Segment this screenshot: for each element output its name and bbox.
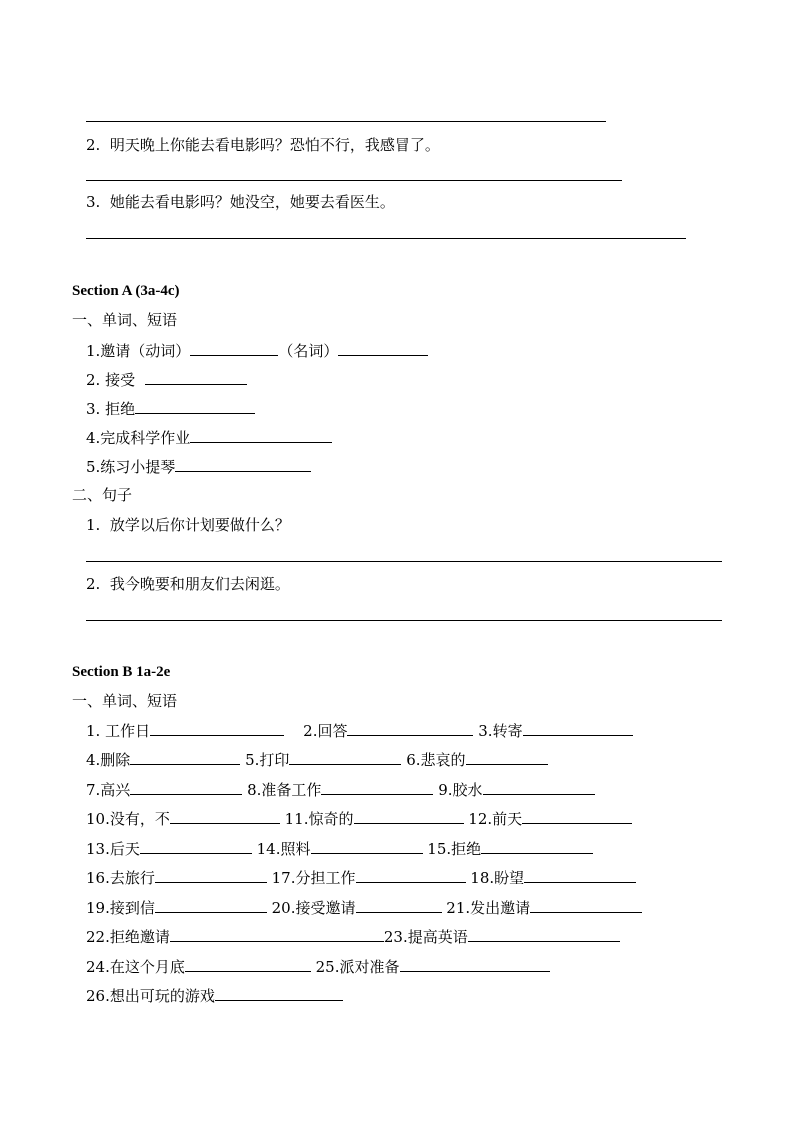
item-label: 1. 工作日 (86, 722, 151, 740)
section-b-row-2 (86, 750, 548, 769)
section-b-row-1 (86, 721, 633, 740)
item-label: 22.拒绝邀请 (86, 928, 170, 946)
section-a-sentence-2 (86, 575, 290, 593)
sentence-text: 放学以后你计划要做什么？ (109, 516, 290, 534)
section-b-part1-title: 一、单词、短语 (72, 692, 178, 710)
item-label: 23.提高英语 (383, 928, 468, 946)
section-b-row-8 (86, 927, 620, 946)
blank[interactable] (524, 868, 636, 883)
section-b-row-7 (86, 898, 642, 917)
item-label: 2.回答 (303, 722, 348, 740)
blank[interactable] (150, 721, 284, 736)
item-label: 1.邀请（动词） (86, 342, 191, 360)
sentence-number: 3. (86, 193, 101, 211)
blank[interactable] (155, 898, 267, 913)
blank[interactable] (321, 780, 433, 795)
blank[interactable] (155, 868, 267, 883)
item-label: 15.拒绝 (427, 840, 482, 858)
blank[interactable] (347, 721, 473, 736)
section-b-row-3 (86, 780, 595, 799)
item-label: 21.发出邀请 (446, 899, 531, 917)
blank[interactable] (481, 839, 593, 854)
section-a-item-3 (86, 399, 255, 418)
item-label: 24.在这个月底 (86, 958, 185, 976)
sentence-2 (86, 136, 440, 154)
item-label: 26.想出可玩的游戏 (86, 987, 215, 1005)
blank[interactable] (170, 809, 280, 824)
blank[interactable] (356, 898, 442, 913)
blank[interactable] (215, 986, 343, 1001)
item-label: 9.胶水 (438, 781, 483, 799)
answer-line (86, 121, 606, 122)
section-a-item-4 (86, 428, 332, 447)
blank[interactable] (311, 839, 423, 854)
item-label: 25.派对准备 (315, 958, 400, 976)
answer-line[interactable] (86, 180, 622, 181)
section-a-item-5 (86, 457, 311, 476)
blank[interactable] (338, 341, 428, 356)
item-label: 17.分担工作 (271, 869, 356, 887)
blank[interactable] (483, 780, 595, 795)
blank[interactable] (135, 399, 255, 414)
sentence-text: 她能去看电影吗？她没空，她要去看医生。 (109, 193, 395, 211)
section-a-part1-title: 一、单词、短语 (72, 311, 178, 329)
sentence-3 (86, 193, 395, 211)
item-label: 2. 接受 (86, 371, 136, 389)
item-label: 16.去旅行 (86, 869, 155, 887)
item-label: 10.没有，不 (86, 810, 170, 828)
section-b-row-10 (86, 986, 343, 1005)
item-label: 14.照料 (256, 840, 311, 858)
item-label: 18.盼望 (470, 869, 525, 887)
sentence-number: 2. (86, 136, 101, 154)
section-a-item-2 (86, 370, 247, 389)
blank[interactable] (170, 927, 384, 942)
sentence-text: 我今晚要和朋友们去闲逛。 (109, 575, 290, 593)
sentence-number: 2. (86, 575, 101, 593)
item-label: 5.打印 (245, 751, 290, 769)
item-label: 8.准备工作 (247, 781, 322, 799)
section-a-title: Section A (3a-4c) (72, 283, 180, 299)
blank[interactable] (468, 927, 620, 942)
section-a-part2-title: 二、句子 (72, 486, 133, 504)
blank[interactable] (522, 809, 632, 824)
item-label: 12.前天 (468, 810, 523, 828)
item-label: 19.接到信 (86, 899, 155, 917)
blank[interactable] (185, 957, 311, 972)
blank[interactable] (130, 750, 240, 765)
section-b-row-4 (86, 809, 632, 828)
section-b-row-9 (86, 957, 550, 976)
blank[interactable] (530, 898, 642, 913)
answer-line[interactable] (86, 620, 722, 621)
blank[interactable] (190, 428, 332, 443)
item-label: 13.后天 (86, 840, 140, 858)
section-a-sentence-1 (86, 516, 290, 534)
item-label: 3.转寄 (478, 722, 523, 740)
sentence-text: 明天晚上你能去看电影吗？恐怕不行，我感冒了。 (109, 136, 440, 154)
sentence-number: 1. (86, 516, 101, 534)
blank[interactable] (356, 868, 466, 883)
blank[interactable] (289, 750, 401, 765)
blank[interactable] (145, 370, 247, 385)
blank[interactable] (140, 839, 252, 854)
section-b-row-6 (86, 868, 636, 887)
item-label: 4.删除 (86, 751, 131, 769)
item-label: 11.惊奇的 (284, 810, 354, 828)
item-label: 4.完成科学作业 (86, 429, 191, 447)
item-label: 20.接受邀请 (271, 899, 356, 917)
blank[interactable] (354, 809, 464, 824)
blank[interactable] (190, 341, 278, 356)
blank[interactable] (466, 750, 548, 765)
section-b-row-5 (86, 839, 593, 858)
item-label: 6.悲哀的 (406, 751, 466, 769)
blank[interactable] (175, 457, 311, 472)
section-b-title: Section B 1a-2e (72, 664, 171, 680)
item-label: 5.练习小提琴 (86, 458, 176, 476)
item-label: （名词） (278, 342, 339, 360)
item-label: 3. 拒绝 (86, 400, 136, 418)
blank[interactable] (400, 957, 550, 972)
answer-line[interactable] (86, 238, 686, 239)
blank[interactable] (523, 721, 633, 736)
blank[interactable] (130, 780, 242, 795)
answer-line[interactable] (86, 561, 722, 562)
item-label: 7.高兴 (86, 781, 131, 799)
section-a-item-1 (86, 341, 428, 360)
